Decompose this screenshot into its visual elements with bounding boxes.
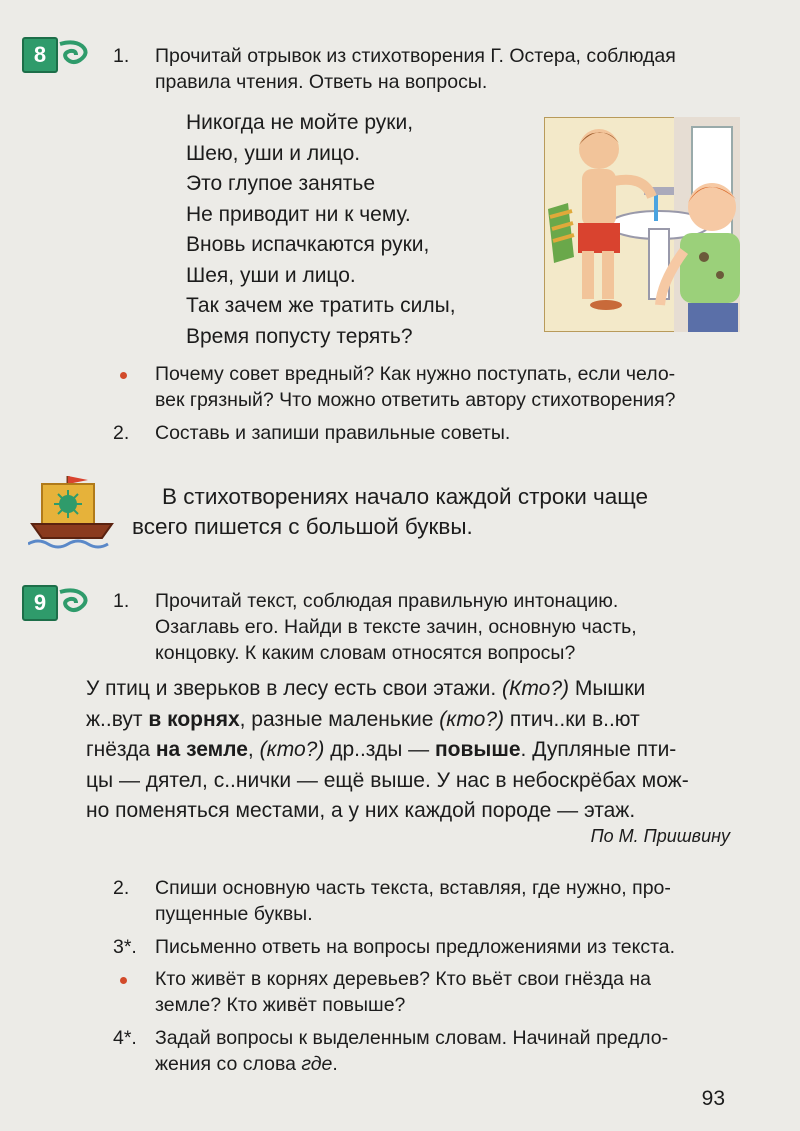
task-text: Прочитай отрывок из стихотворения Г. Остера, соблюдая xyxy=(155,45,676,67)
task-text: Письменно ответь на вопросы предложениями из текста. xyxy=(155,936,676,958)
question-mark-word: (кто?) xyxy=(259,738,325,761)
text-fragment: ж..вут xyxy=(86,707,149,731)
text-line: но поменяться местами, а у них каждой породе — этаж. xyxy=(86,799,636,822)
questions-text: Кто живёт в корнях деревьев? Кто вьёт свои гнёзда на xyxy=(155,968,652,990)
badge-curl-icon xyxy=(58,588,92,614)
reading-text xyxy=(86,674,732,827)
text-fragment: гнёзда xyxy=(86,738,156,761)
task-text: Задай вопросы к выделенным словам. Начинай предло- xyxy=(155,1027,669,1049)
text-fragment: , разные маленькие xyxy=(239,707,440,731)
questions-text: век грязный? Что можно ответить автору стихотворения? xyxy=(155,389,676,411)
text-fragment: У птиц и зверьков в лесу есть свои этажи. xyxy=(86,677,503,700)
italic-word: где xyxy=(301,1053,333,1075)
rule-note xyxy=(132,482,722,542)
text-line xyxy=(86,735,732,766)
text-fragment: , xyxy=(247,738,260,761)
poem-line: Шею, уши и лицо. xyxy=(186,141,361,165)
questions-text: Почему совет вредный? Как нужно поступать, если чело- xyxy=(155,363,676,385)
highlighted-word: повыше xyxy=(434,738,521,761)
task-text: Озаглавь его. Найди в тексте зачин, основную часть, xyxy=(155,616,637,638)
text-fragment: . Дупляные пти- xyxy=(520,738,677,761)
text-fragment: жения со слова xyxy=(155,1053,302,1075)
boat-icon xyxy=(28,470,116,552)
task-number: 2. xyxy=(113,877,130,899)
task-text: концовку. К каким словам относятся вопросы? xyxy=(155,642,576,664)
page-number: 93 xyxy=(701,1087,725,1110)
exercise-8-badge xyxy=(12,34,90,72)
task-number: 2. xyxy=(113,422,130,444)
task-text: правила чтения. Ответь на вопросы. xyxy=(155,71,488,93)
task-text: Прочитай текст, соблюдая правильную интонацию. xyxy=(155,590,619,612)
poem-line: Не приводит ни к чему. xyxy=(186,202,411,226)
text-fragment: . xyxy=(332,1053,338,1075)
text-line xyxy=(86,705,732,736)
text-fragment: др..зды — xyxy=(324,738,435,761)
task-number: 1. xyxy=(113,45,130,67)
poem-line: Так зачем же тратить силы, xyxy=(186,294,456,317)
task-number: 4*. xyxy=(113,1027,137,1049)
rule-line: всего пишется с большой буквы. xyxy=(132,514,473,539)
bullet-icon xyxy=(120,372,127,379)
question-mark-word: (Кто?) xyxy=(502,677,570,700)
badge-curl-icon xyxy=(58,40,92,66)
task-text: пущенные буквы. xyxy=(155,903,313,925)
author-attribution: По М. Пришвину xyxy=(590,826,730,846)
poem-line: Это глупое занятье xyxy=(186,172,376,195)
poem-line: Шея, уши и лицо. xyxy=(186,263,356,287)
text-line xyxy=(86,674,732,705)
poem-line: Время попусту терять? xyxy=(186,324,413,348)
task-text xyxy=(155,1051,338,1077)
rule-line: В стихотворениях начало каждой строки чаще xyxy=(162,484,649,509)
boys-washing-illustration xyxy=(544,117,740,332)
question-mark-word: (кто?) xyxy=(439,707,505,731)
text-fragment: Мышки xyxy=(569,677,646,700)
exercise-number: 9 xyxy=(22,585,58,621)
task-text: Спиши основную часть текста, вставляя, где нужно, про- xyxy=(155,877,671,899)
questions-text: земле? Кто живёт повыше? xyxy=(155,994,406,1016)
poem-line: Никогда не мойте руки, xyxy=(186,111,414,134)
text-line: цы — дятел, с..нички — ещё выше. У нас в небоскрёбах мож- xyxy=(86,768,689,792)
task-number: 3*. xyxy=(113,936,137,958)
exercise-9-badge xyxy=(12,582,90,620)
task-text: Составь и запиши правильные советы. xyxy=(155,422,511,444)
poem xyxy=(186,108,456,352)
highlighted-word: в корнях xyxy=(148,707,240,731)
text-fragment: птич..ки в..ют xyxy=(504,707,640,731)
exercise-number: 8 xyxy=(22,37,58,73)
highlighted-word: на земле xyxy=(155,738,248,761)
bullet-icon xyxy=(120,977,127,984)
poem-line: Вновь испачкаются руки, xyxy=(186,233,430,256)
task-number: 1. xyxy=(113,590,130,612)
